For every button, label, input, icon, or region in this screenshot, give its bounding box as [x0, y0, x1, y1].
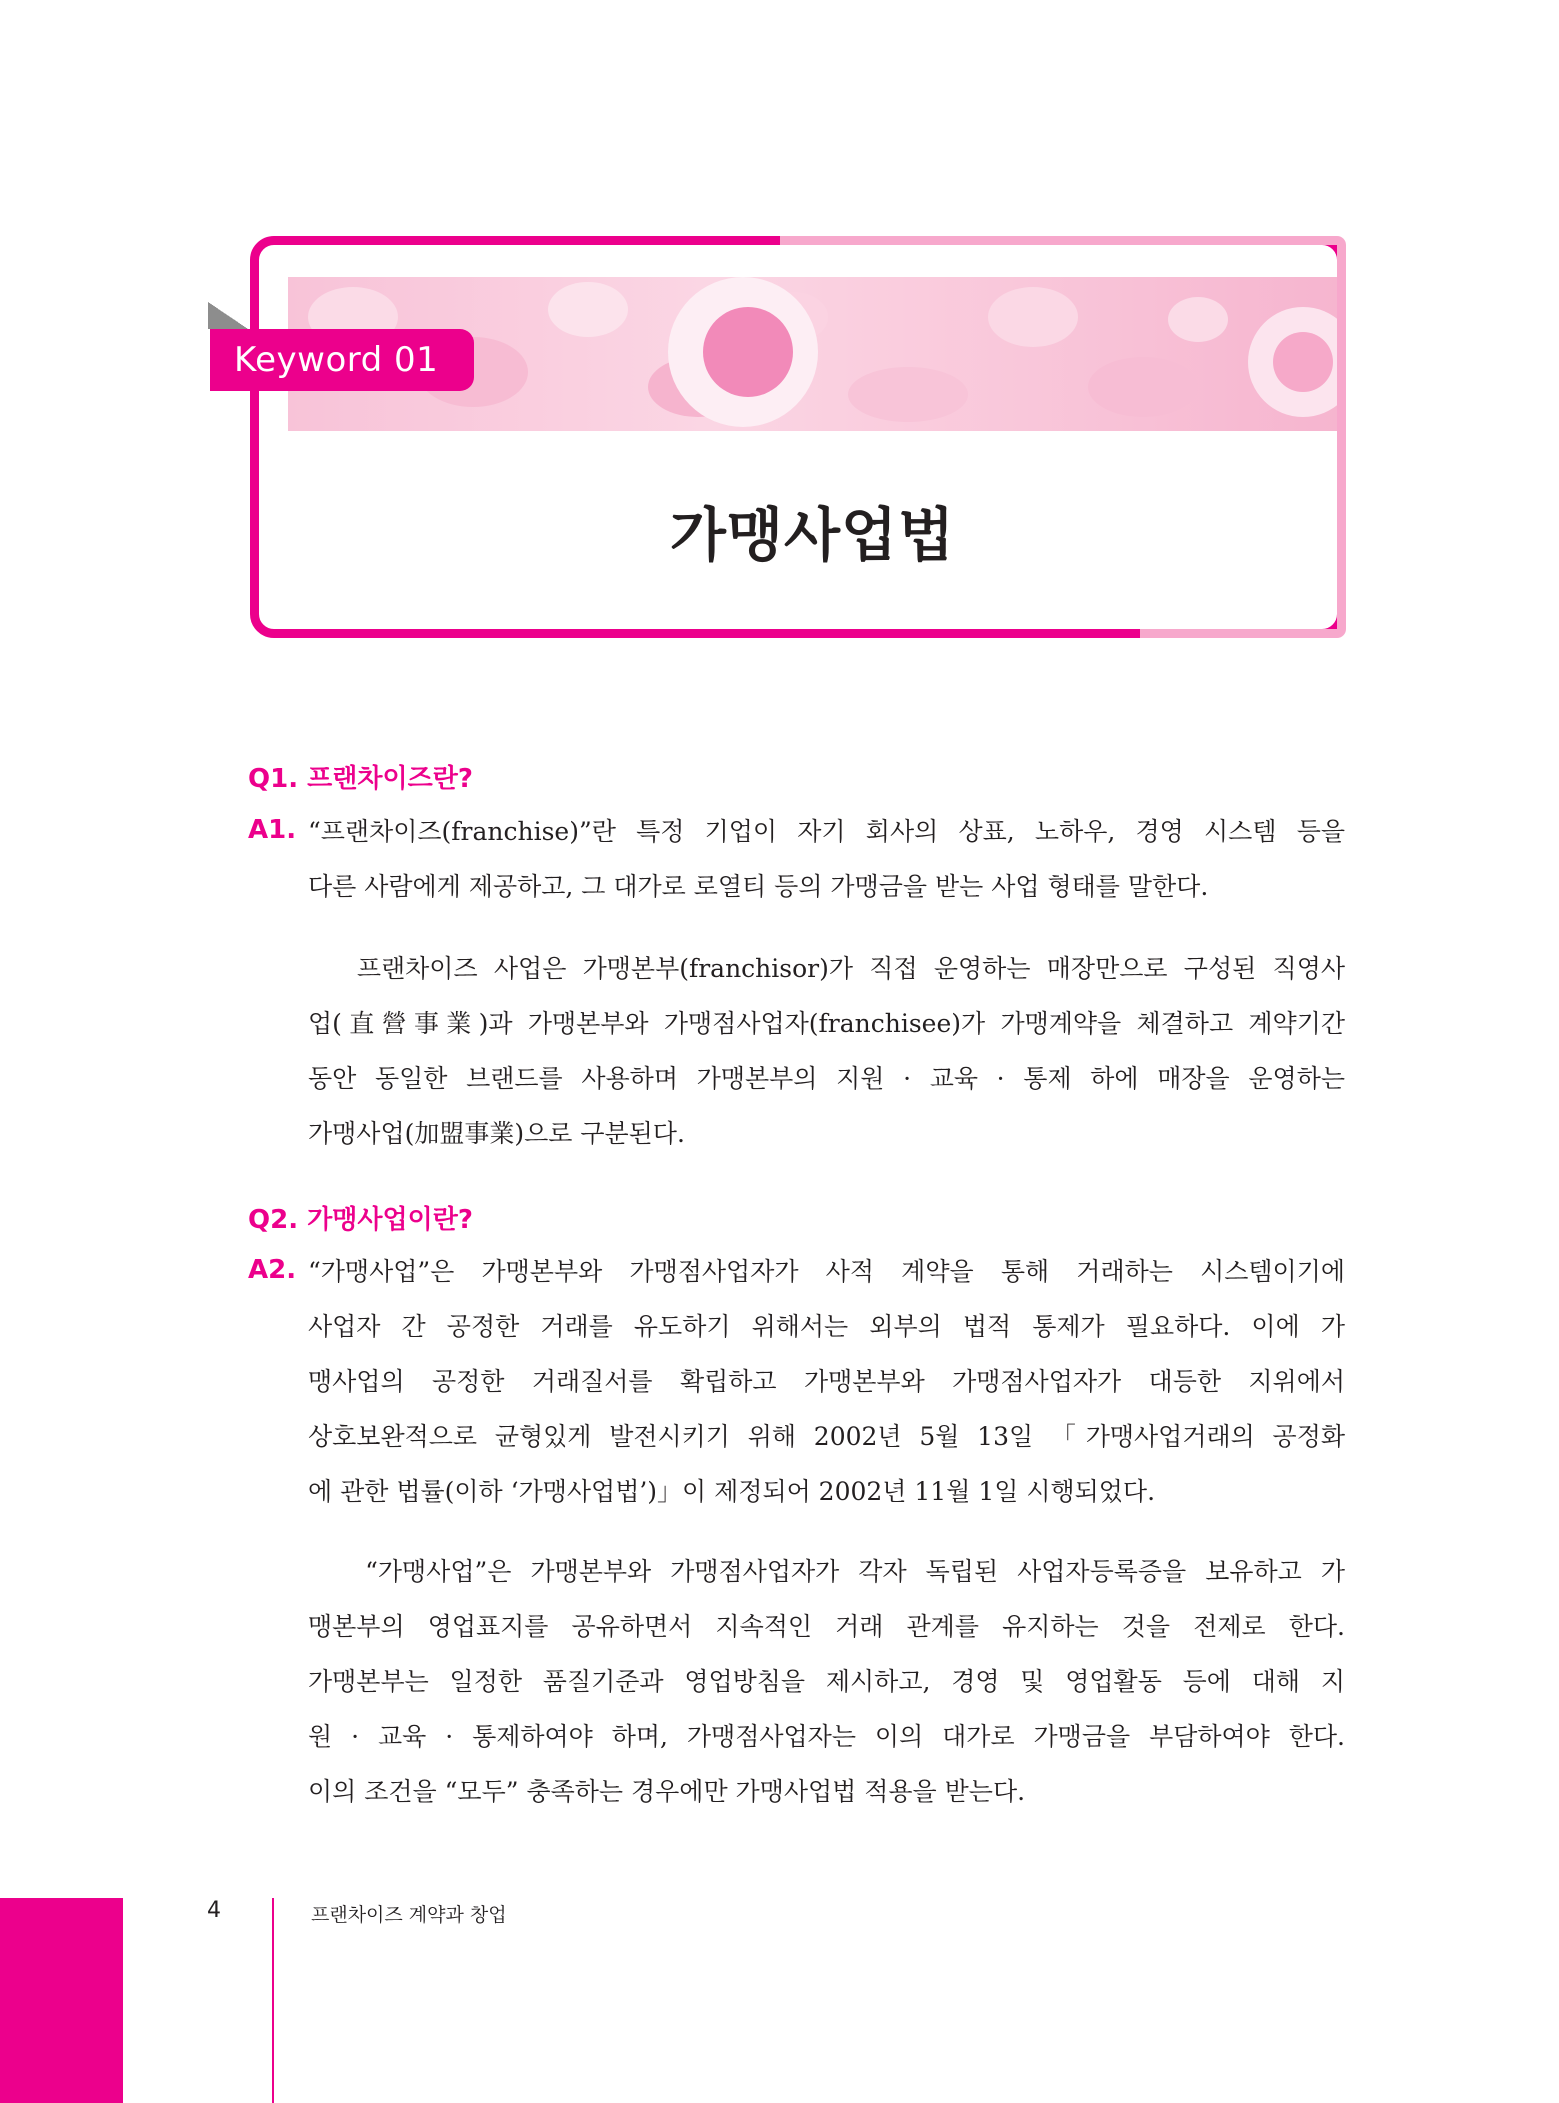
answer-2-line: 사업자 간 공정한 거래를 유도하기 위해서는 외부의 법적 통제가 필요하다. 이에 가	[308, 1312, 1345, 1341]
answer-2-line: “가맹사업”은 가맹본부와 가맹점사업자가 사적 계약을 통해 거래하는 시스템이기에	[308, 1257, 1345, 1286]
answer-1-paragraph-line: 업(直營事業)과 가맹본부와 가맹점사업자(franchisee)가 가맹계약을 체결하고 계약기간	[308, 1009, 1345, 1038]
answer-1-label: A1.	[248, 815, 297, 845]
page-number: 4	[207, 1898, 221, 1923]
keyword-tab: Keyword 01	[210, 329, 474, 391]
keyword-tab-fold	[208, 302, 248, 329]
answer-1-paragraph-line: 프랜차이즈 사업은 가맹본부(franchisor)가 직접 운영하는 매장만으로 구성된 직영사	[308, 954, 1345, 983]
running-footer-title: 프랜차이즈 계약과 창업	[311, 1904, 507, 1926]
answer-2-line: 상호보완적으로 균형있게 발전시키기 위해 2002년 5월 13일 「가맹사업거래의 공정화	[308, 1422, 1345, 1451]
answer-2-paragraph-line: 맹본부의 영업표지를 공유하면서 지속적인 거래 관계를 유지하는 것을 전제로 한다.	[308, 1612, 1345, 1641]
answer-1-paragraph-line: 가맹사업(加盟事業)으로 구분된다.	[308, 1119, 685, 1148]
page-title: 가맹사업법	[669, 501, 956, 569]
keyword-frame-accent-top	[780, 236, 1346, 245]
question-1: Q1. 프랜차이즈란?	[248, 764, 473, 794]
question-2: Q2. 가맹사업이란?	[248, 1205, 473, 1235]
answer-2-paragraph-line: 원 · 교육 · 통제하여야 하며, 가맹점사업자는 이의 대가로 가맹금을 부담하여야 한다.	[308, 1722, 1345, 1751]
answer-2-line: 에 관한 법률(이하 ‘가맹사업법’)」이 제정되어 2002년 11월 1일 시행되었다.	[308, 1477, 1156, 1506]
answer-2-paragraph-line: 이의 조건을 “모두” 충족하는 경우에만 가맹사업법 적용을 받는다.	[308, 1777, 1026, 1806]
answer-2-paragraph-line: “가맹사업”은 가맹본부와 가맹점사업자가 각자 독립된 사업자등록증을 보유하고 가	[308, 1557, 1345, 1586]
answer-1-line: “프랜차이즈(franchise)”란 특정 기업이 자기 회사의 상표, 노하우, 경영 시스템 등을	[308, 817, 1345, 846]
keyword-frame-accent-bottom	[1140, 629, 1346, 638]
answer-2-paragraph-line: 가맹본부는 일정한 품질기준과 영업방침을 제시하고, 경영 및 영업활동 등에 대해 지	[308, 1667, 1345, 1696]
footer-accent-bar	[0, 1898, 123, 2103]
answer-1-paragraph-line: 동안 동일한 브랜드를 사용하며 가맹본부의 지원 · 교육 · 통제 하에 매장을 운영하는	[308, 1064, 1345, 1093]
answer-2-line: 맹사업의 공정한 거래질서를 확립하고 가맹본부와 가맹점사업자가 대등한 지위에서	[308, 1367, 1345, 1396]
answer-1-line: 다른 사람에게 제공하고, 그 대가로 로열티 등의 가맹금을 받는 사업 형태를 말한다.	[308, 872, 1209, 901]
answer-2-label: A2.	[248, 1255, 297, 1285]
footer-divider	[272, 1898, 274, 2103]
keyword-frame-accent-right	[1337, 245, 1346, 629]
